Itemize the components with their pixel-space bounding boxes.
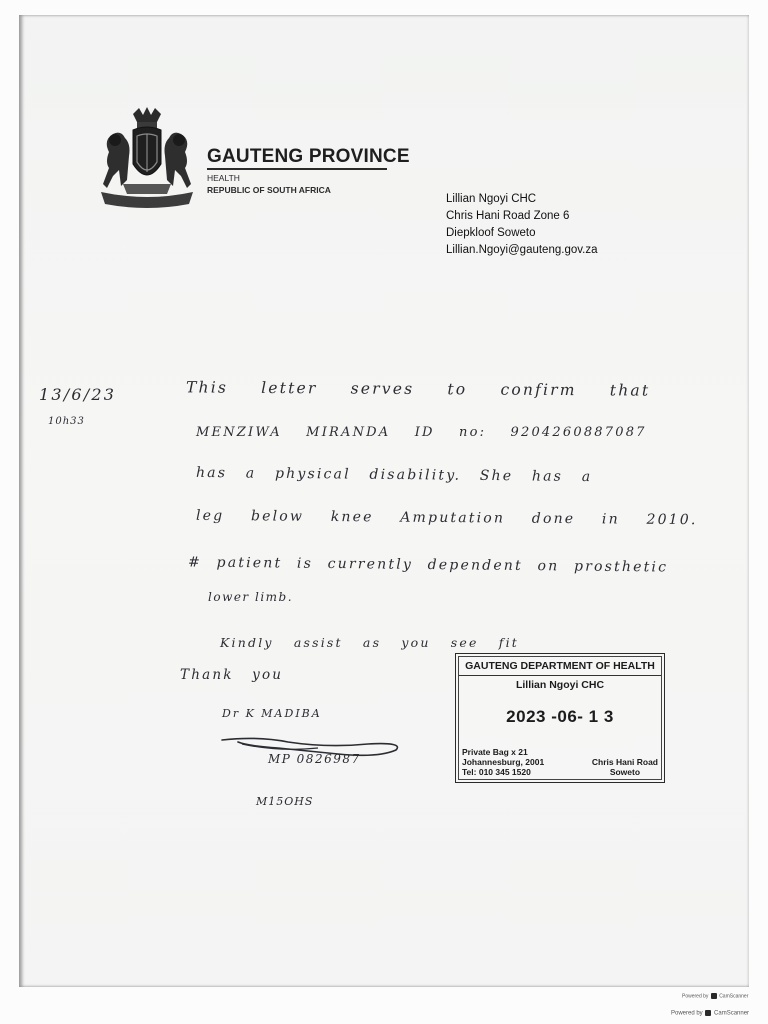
official-stamp — [455, 653, 665, 783]
letter-line: This letter serves to confirm that — [185, 378, 651, 400]
stamp-postal-address — [462, 747, 544, 777]
country-name: REPUBLIC OF SOUTH AFRICA — [207, 185, 331, 195]
province-name: GAUTENG PROVINCE — [207, 146, 410, 167]
scanner-watermark — [682, 993, 748, 999]
watermark-text: Powered by — [671, 1010, 703, 1017]
coat-of-arms-icon — [93, 106, 201, 210]
department-name: HEALTH — [207, 173, 240, 183]
stamp-inner-frame — [458, 656, 662, 780]
letterhead-rule — [207, 168, 387, 170]
clinic-address — [446, 191, 597, 259]
initials: M15OHS — [256, 795, 314, 808]
doctor-name: Dr K MADIBA — [222, 707, 322, 720]
letter-line: Kindly assist as you see fit — [220, 635, 519, 650]
stamp-street-address — [592, 757, 658, 777]
stamp-line: Tel: 010 345 1520 — [462, 767, 531, 777]
stamp-line: Soweto — [609, 767, 641, 777]
letter-line: # patient is currently dependent on prosthetic — [187, 554, 669, 576]
stamp-line: Chris Hani Road — [591, 757, 658, 767]
letter-line: MENZIWA MIRANDA ID no: 9204260887087 — [196, 425, 647, 440]
letter-closing: Thank you — [180, 667, 284, 683]
stamp-line: Private Bag x 21 — [462, 747, 528, 757]
stamp-title: GAUTENG DEPARTMENT OF HEALTH — [465, 660, 655, 672]
letter-line: has a physical disability. She has a — [195, 464, 593, 486]
watermark-text: Powered by — [682, 993, 709, 1000]
mp-number: MP 0826987 — [268, 752, 361, 766]
camscanner-logo-icon — [711, 993, 717, 999]
scanner-watermark — [671, 1010, 749, 1017]
address-line: Diepkloof Soweto — [446, 227, 536, 239]
handwritten-date: 13/6/23 — [39, 385, 117, 404]
watermark-brand: CamScanner — [719, 993, 749, 1000]
handwritten-time: 10h33 — [48, 416, 85, 427]
camscanner-logo-icon — [705, 1010, 711, 1016]
stamp-clinic: Lillian Ngoyi CHC — [515, 679, 605, 691]
address-line: Lillian Ngoyi CHC — [446, 193, 537, 205]
address-line: Chris Hani Road Zone 6 — [446, 210, 570, 222]
stamp-divider — [459, 675, 661, 676]
stamp-date: 2023 -06- 1 3 — [506, 707, 614, 726]
letter-line: leg below knee Amputation done in 2010. — [195, 507, 698, 529]
address-email: Lillian.Ngoyi@gauteng.gov.za — [446, 244, 598, 256]
stamp-line: Johannesburg, 2001 — [462, 757, 545, 767]
letter-line: lower limb. — [208, 590, 294, 604]
watermark-brand: CamScanner — [714, 1010, 750, 1017]
